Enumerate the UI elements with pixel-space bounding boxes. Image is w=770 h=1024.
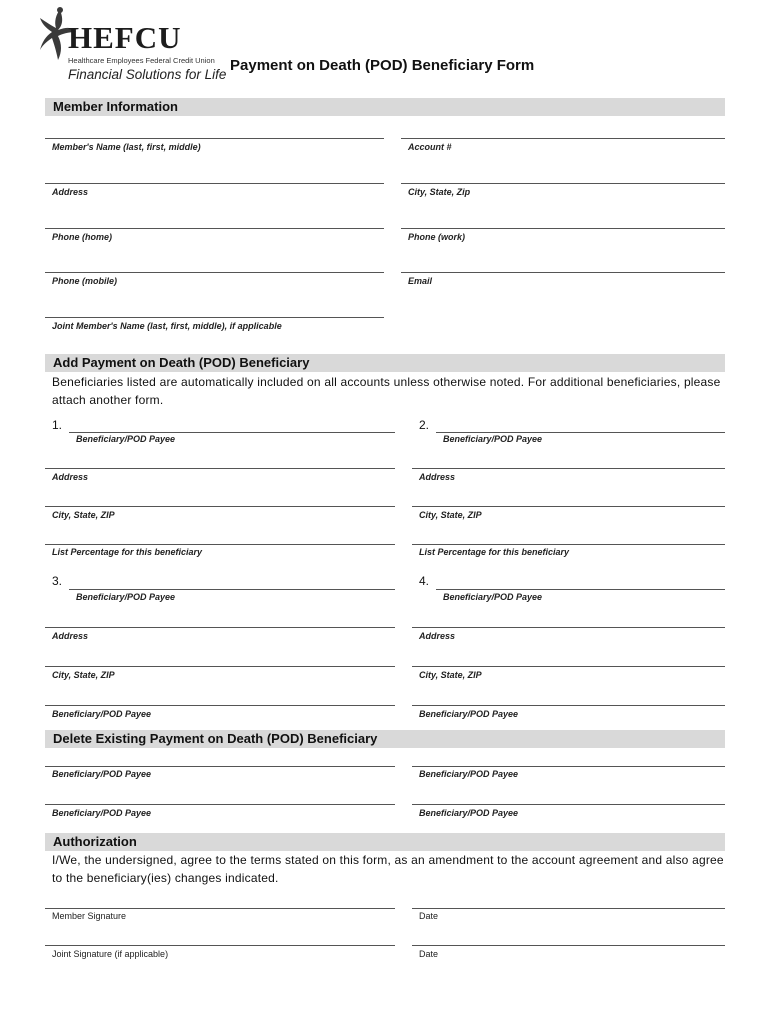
beneficiary-4-city-label: City, State, ZIP [419, 670, 482, 680]
delete-payee-2-line[interactable] [412, 766, 725, 767]
beneficiary-2-address-label: Address [419, 472, 456, 482]
joint-member-label: Joint Member's Name (last, first, middle), if applicable [52, 321, 282, 331]
beneficiary-2-payee-line[interactable] [436, 432, 725, 433]
phone-mobile-line[interactable] [45, 272, 384, 273]
logo-full-name: Healthcare Employees Federal Credit Union [68, 56, 215, 65]
beneficiary-number: 1. [52, 418, 63, 432]
beneficiary-3-extra-label: Beneficiary/POD Payee [52, 709, 152, 719]
hefcu-logo [38, 6, 227, 84]
beneficiary-4-extra-label: Beneficiary/POD Payee [419, 709, 519, 719]
phone-home-line[interactable] [45, 228, 384, 229]
logo-wordmark: HEFCU [68, 20, 182, 55]
section-authorization [45, 833, 725, 851]
delete-payee-2-label: Beneficiary/POD Payee [419, 769, 519, 779]
city-state-zip-label: City, State, Zip [408, 187, 471, 197]
beneficiary-4-address-line[interactable] [412, 627, 725, 628]
add-pod-instructions: Beneficiaries listed are automatically included on all accounts unless otherwise noted. For additional beneficiaries, please attach another form. [52, 375, 721, 407]
section-heading: Add Payment on Death (POD) Beneficiary [53, 355, 310, 370]
address-line[interactable] [45, 183, 384, 184]
delete-payee-4-label: Beneficiary/POD Payee [419, 808, 519, 818]
section-delete-pod [45, 730, 725, 748]
member-signature-label: Member Signature [52, 911, 127, 921]
section-member-info [45, 98, 725, 116]
delete-payee-1-line[interactable] [45, 766, 395, 767]
email-label: Email [408, 276, 433, 286]
beneficiary-1-percentage-line[interactable] [45, 544, 395, 545]
beneficiary-1-payee-line[interactable] [69, 432, 395, 433]
section-heading: Authorization [53, 834, 137, 849]
phone-work-label: Phone (work) [408, 232, 466, 242]
beneficiary-number: 2. [419, 418, 430, 432]
beneficiary-4-extra-line[interactable] [412, 705, 725, 706]
section-add-pod [45, 354, 725, 372]
member-signature-line[interactable] [45, 908, 395, 909]
beneficiary-1-city-line[interactable] [45, 506, 395, 507]
member-name-line[interactable] [45, 138, 384, 139]
form-title: Payment on Death (POD) Beneficiary Form [230, 57, 535, 74]
beneficiary-1-percentage-label: List Percentage for this beneficiary [52, 547, 203, 557]
beneficiary-4-city-line[interactable] [412, 666, 725, 667]
beneficiary-2-city-label: City, State, ZIP [419, 510, 482, 520]
account-number-line[interactable] [401, 138, 725, 139]
beneficiary-3-extra-line[interactable] [45, 705, 395, 706]
beneficiary-3-payee-label: Beneficiary/POD Payee [76, 592, 176, 602]
phone-work-line[interactable] [401, 228, 725, 229]
joint-date-label: Date [419, 949, 439, 959]
phone-home-label: Phone (home) [52, 232, 112, 242]
delete-payee-1-label: Beneficiary/POD Payee [52, 769, 152, 779]
section-heading: Delete Existing Payment on Death (POD) Beneficiary [53, 731, 378, 746]
city-state-zip-line[interactable] [401, 183, 725, 184]
beneficiary-2-percentage-line[interactable] [412, 544, 725, 545]
beneficiary-1-city-label: City, State, ZIP [52, 510, 115, 520]
beneficiary-2-percentage-label: List Percentage for this beneficiary [419, 547, 570, 557]
section-heading: Member Information [53, 99, 178, 114]
beneficiary-3-address-line[interactable] [45, 627, 395, 628]
delete-payee-4-line[interactable] [412, 804, 725, 805]
joint-signature-label: Joint Signature (if applicable) [52, 949, 169, 959]
joint-date-line[interactable] [412, 945, 725, 946]
beneficiary-4-payee-label: Beneficiary/POD Payee [443, 592, 543, 602]
logo-tagline: Financial Solutions for Life [68, 67, 227, 82]
email-line[interactable] [401, 272, 725, 273]
account-number-label: Account # [408, 142, 452, 152]
beneficiary-3-payee-line[interactable] [69, 589, 395, 590]
beneficiary-2-city-line[interactable] [412, 506, 725, 507]
beneficiary-number: 4. [419, 574, 430, 588]
member-date-label: Date [419, 911, 439, 921]
address-label: Address [52, 187, 89, 197]
member-date-line[interactable] [412, 908, 725, 909]
phone-mobile-label: Phone (mobile) [52, 276, 117, 286]
beneficiary-1-address-line[interactable] [45, 468, 395, 469]
member-name-label: Member's Name (last, first, middle) [52, 142, 201, 152]
delete-payee-3-label: Beneficiary/POD Payee [52, 808, 152, 818]
beneficiary-2-address-line[interactable] [412, 468, 725, 469]
beneficiary-3-city-label: City, State, ZIP [52, 670, 115, 680]
beneficiary-number: 3. [52, 574, 63, 588]
joint-member-line[interactable] [45, 317, 384, 318]
delete-payee-3-line[interactable] [45, 804, 395, 805]
authorization-text: I/We, the undersigned, agree to the terms stated on this form, as an amendment to the account agreement and also agree to the beneficiary(ies) changes indicated. [52, 853, 724, 885]
beneficiary-4-payee-line[interactable] [436, 589, 725, 590]
beneficiary-3-address-label: Address [52, 631, 89, 641]
beneficiary-3-city-line[interactable] [45, 666, 395, 667]
beneficiary-4-address-label: Address [419, 631, 456, 641]
beneficiary-1-address-label: Address [52, 472, 89, 482]
joint-signature-line[interactable] [45, 945, 395, 946]
beneficiary-2-payee-label: Beneficiary/POD Payee [443, 434, 543, 444]
beneficiary-1-payee-label: Beneficiary/POD Payee [76, 434, 176, 444]
